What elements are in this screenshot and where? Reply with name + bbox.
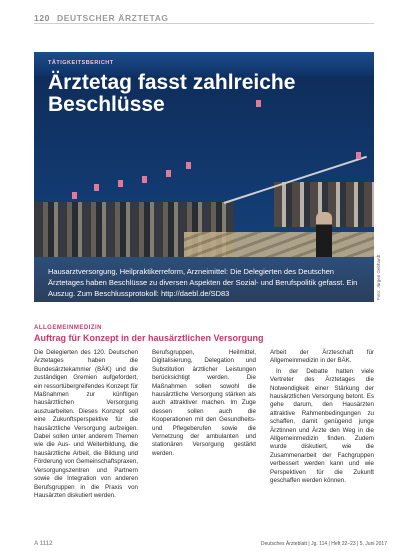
voting-card [142, 176, 147, 183]
footer-page-ref: A 1112 [34, 541, 53, 547]
body-paragraph: In der Debatte hatten viele Vertreter des Ärztetages die Notwendigkeit einer Stärkung der hausärztlichen Versorgung betont. Es gehe darum, den Hausärzten attraktive Rahmenbedingungen zu schaffen, damit genügend junge Ärztinnen und Ärzte den Weg in die Allgemeinmedizin finden. Zudem wurde diskutiert, wie die Zusammenarbeit der Fachgruppen verbessert werden kann und wie Perspektiven für die Zukunft geschaffen werden können. [270, 367, 374, 485]
photo-caption: Hausarztversorgung, Heilpraktikerreform, Arzneimittel: Die Delegierten des Deutschen Ärztetages haben Beschlüsse zu diversen Aspekten der Sozial- und Berufspolitik gefasst. Ein Auszug. Zum Beschlussprotokoll: http://daebl.de/SD83 [48, 267, 358, 298]
photo-credit: Foto: Jürgen Gebhardt [376, 254, 381, 300]
voting-card [94, 184, 99, 191]
voting-card [186, 162, 191, 169]
section-name: DEUTSCHER ÄRZTETAG [56, 13, 169, 23]
article-headline: Ärztetag fasst zahlreiche Beschlüsse [48, 71, 296, 116]
voting-card [118, 180, 123, 187]
voting-card [166, 170, 171, 177]
photo-kicker: TÄTIGKEITSBERICHT [48, 60, 114, 66]
body-paragraph: Berufsgruppen, Heilmittel, Digitalisierung, Delegation und Substitution ärztlicher Leistungen berücksichtigt werden. Die Maßnahmen sollen sowohl die hausärztliche Versorgung stärken als auch attraktiver machen. Im Zuge dessen sollen auch die Kooperationen mit den Gesundheits- und Pflegeberufen sowie die Vernetzung der ambulanten und stationären Versorgung gestärkt werden. [152, 349, 256, 457]
voting-card [356, 152, 361, 159]
voting-card [72, 192, 77, 199]
page-header [34, 8, 374, 22]
body-paragraph: Die Delegierten des 120. Deutschen Ärztetages haben die Bundesärztekammer (BÄK) und die zuständigen Gremien aufgefordert, ein ressortübergreifendes Konzept für Maßnahmen zur künftigen hausärztlichen Versorgung auszuarbeiten. Dieses Konzept soll eine Zukunftsperspektive für die hausärztliche Versorgung aufzeigen. Dabei sollen unter anderem Themen wie die Aus- und Weiterbildung, die hausärztliche Arbeit, die Bildung und Förderung von Gemeinschaftspraxen, Versorgungszentren und Partnern sowie die Integration von anderen Berufsgruppen in die Praxis von Hausärzten diskutiert werden. [34, 349, 138, 499]
page-label [34, 13, 169, 23]
header-rule [34, 23, 374, 24]
section-kicker: ALLGEMEINMEDIZIN [34, 325, 102, 331]
body-paragraph: Arbeit der Ärzteschaft für Allgemeinmedizin in der BÄK. [270, 349, 374, 365]
footer-journal-ref: Deutsches Ärzteblatt | Jg. 114 | Heft 22–23 | 5. Juni 2017 [260, 541, 387, 547]
page-number: 120 [34, 13, 50, 23]
body-column-2 [152, 349, 256, 460]
body-column-1 [34, 349, 138, 502]
section-title: Auftrag für Konzept in der hausärztlichen Versorgung [34, 333, 264, 343]
body-column-3 [270, 349, 374, 488]
